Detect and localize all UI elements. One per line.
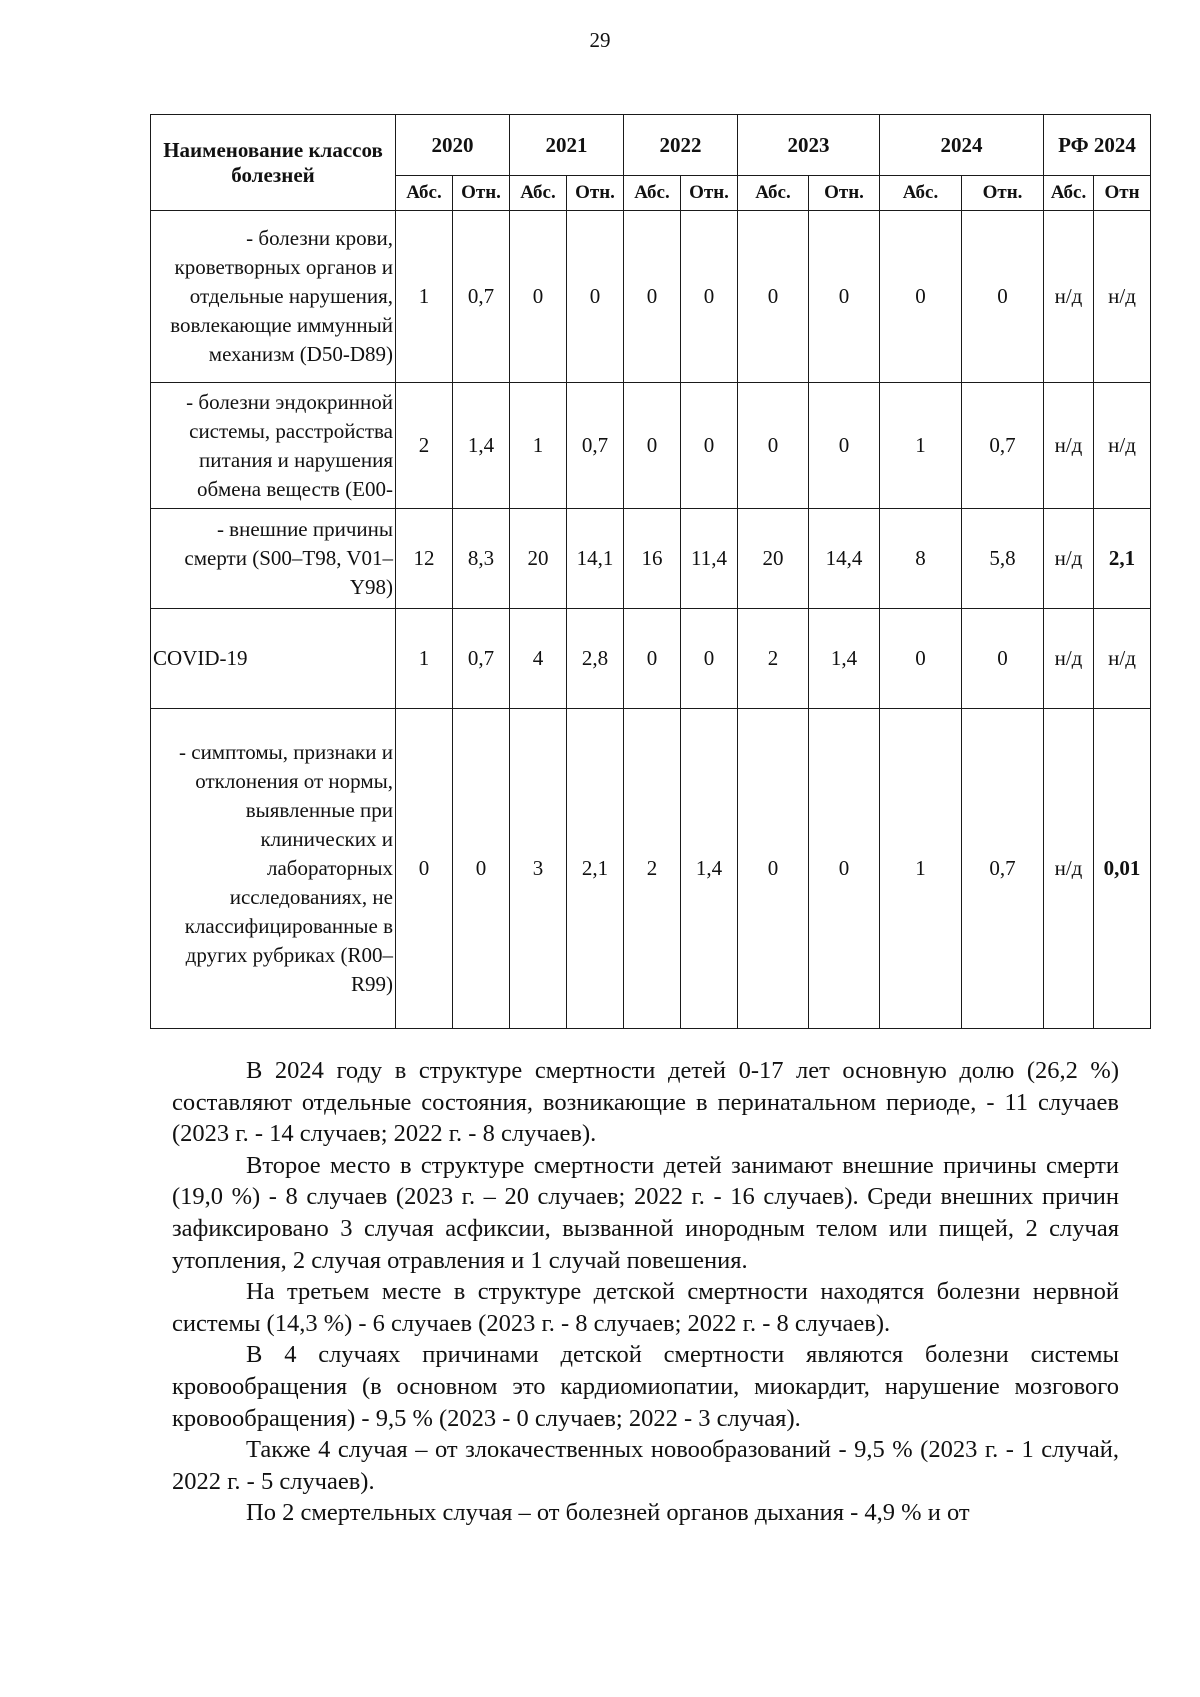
table-cell: н/д	[1044, 383, 1094, 509]
table-cell: 2,1	[567, 709, 624, 1029]
table-cell: 2	[396, 383, 453, 509]
paragraph: Также 4 случая – от злокачественных новообразований - 9,5 % (2023 г. - 1 случай, 2022 г. - 5 случаев).	[172, 1436, 1119, 1495]
table-cell: 0	[880, 211, 962, 383]
table-cell: 1	[880, 709, 962, 1029]
table-cell: 0	[453, 709, 510, 1029]
sub-header: Отн.	[809, 176, 880, 211]
table-row	[151, 709, 1151, 1029]
table-row	[151, 383, 1151, 509]
table-row	[151, 509, 1151, 609]
table-cell: 0	[809, 383, 880, 509]
table-cell: 20	[738, 509, 809, 609]
body-text	[172, 1055, 1119, 1529]
table-cell: 14,1	[567, 509, 624, 609]
sub-header: Абс.	[624, 176, 681, 211]
table-cell: 8,3	[453, 509, 510, 609]
table-cell: 0	[510, 211, 567, 383]
header-year: 2020	[396, 115, 510, 176]
sub-header: Отн.	[962, 176, 1044, 211]
header-disease-class: Наименование классов болезней	[151, 115, 396, 211]
sub-header: Абс.	[880, 176, 962, 211]
paragraph: В 4 случаях причинами детской смертности являются болезни системы кровообращения (в основном это кардиомиопатии, миокардит, нарушение мозгового кровообращения) - 9,5 % (2023 - 0 случаев; 2022 - 3 случая).	[172, 1341, 1119, 1432]
disease-class-name: - болезни эндокринной системы, расстройства питания и нарушения обмена веществ (E00-	[151, 383, 396, 509]
disease-class-name: - болезни крови, кроветворных органов и отдельные нарушения, вовлекающие иммунный механизм (D50-D89)	[151, 211, 396, 383]
sub-header: Отн.	[681, 176, 738, 211]
table-cell: 0	[809, 709, 880, 1029]
paragraph: На третьем месте в структуре детской смертности находятся болезни нервной системы (14,3 %) - 6 случаев (2023 г. - 8 случаев; 2022 г. - 8 случаев).	[172, 1278, 1119, 1337]
table-cell: 0	[962, 211, 1044, 383]
header-year: 2022	[624, 115, 738, 176]
sub-header: Отн.	[567, 176, 624, 211]
table-cell: 2,1	[1094, 509, 1151, 609]
page-number: 29	[589, 28, 611, 52]
table-cell: 14,4	[809, 509, 880, 609]
table-cell: 0,7	[567, 383, 624, 509]
table-row	[151, 609, 1151, 709]
table-cell: н/д	[1094, 609, 1151, 709]
table-cell: н/д	[1044, 709, 1094, 1029]
table-cell: 2	[738, 609, 809, 709]
disease-class-name: COVID-19	[151, 609, 396, 709]
paragraph: В 2024 году в структуре смертности детей 0-17 лет основную долю (26,2 %) составляют отдельные состояния, возникающие в перинатальном периоде, - 11 случаев (2023 г. - 14 случаев; 2022 г. - 8 случаев).	[172, 1057, 1119, 1148]
table-cell: н/д	[1094, 211, 1151, 383]
table-cell: 0	[738, 211, 809, 383]
sub-header: Отн	[1094, 176, 1151, 211]
table-cell: 0	[624, 211, 681, 383]
table-cell: 11,4	[681, 509, 738, 609]
sub-header: Абс.	[510, 176, 567, 211]
table-cell: 0	[809, 211, 880, 383]
table-cell: 8	[880, 509, 962, 609]
table-cell: 1,4	[453, 383, 510, 509]
table-cell: 0,7	[962, 383, 1044, 509]
table-cell: 2	[624, 709, 681, 1029]
disease-class-name: - внешние причины смерти (S00–T98, V01–Y98)	[151, 509, 396, 609]
table-cell: 0	[396, 709, 453, 1029]
header-year: 2024	[880, 115, 1044, 176]
mortality-table	[150, 114, 1151, 1029]
sub-header: Абс.	[396, 176, 453, 211]
table-cell: 0	[738, 709, 809, 1029]
table-cell: 0,7	[453, 609, 510, 709]
table-cell: 12	[396, 509, 453, 609]
table-cell: 1	[880, 383, 962, 509]
sub-header: Абс.	[738, 176, 809, 211]
table-cell: 0	[681, 383, 738, 509]
table-cell: 1,4	[681, 709, 738, 1029]
table-cell: 2,8	[567, 609, 624, 709]
header-year: 2021	[510, 115, 624, 176]
table-cell: н/д	[1044, 609, 1094, 709]
table-cell: 1	[396, 609, 453, 709]
table-cell: 16	[624, 509, 681, 609]
table-cell: 1	[510, 383, 567, 509]
table-cell: 0,01	[1094, 709, 1151, 1029]
table-cell: 0,7	[453, 211, 510, 383]
sub-header: Абс.	[1044, 176, 1094, 211]
table-cell: 4	[510, 609, 567, 709]
table-cell: 0,7	[962, 709, 1044, 1029]
sub-header: Отн.	[453, 176, 510, 211]
table-cell: 1,4	[809, 609, 880, 709]
table-cell: 0	[624, 383, 681, 509]
header-year: 2023	[738, 115, 880, 176]
table-cell: 0	[681, 609, 738, 709]
table-cell: н/д	[1094, 383, 1151, 509]
paragraph: Второе место в структуре смертности детей занимают внешние причины смерти (19,0 %) - 8 случаев (2023 г. – 20 случаев; 2022 г. - 16 случаев). Среди внешних причин зафиксировано 3 случая асфиксии, вызванной инородным телом или пищей, 2 случая утопления, 2 случая отравления и 1 случай повешения.	[172, 1151, 1119, 1274]
header-year-rf: РФ 2024	[1044, 115, 1151, 176]
table-cell: 0	[880, 609, 962, 709]
table-cell: 5,8	[962, 509, 1044, 609]
disease-class-name: - симптомы, признаки и отклонения от нормы, выявленные при клинических и лабораторных исследованиях, не классифицированные в других рубриках (R00–R99)	[151, 709, 396, 1029]
table-cell: 0	[681, 211, 738, 383]
table-cell: 0	[567, 211, 624, 383]
table-cell: н/д	[1044, 509, 1094, 609]
table-cell: 3	[510, 709, 567, 1029]
paragraph: По 2 смертельных случая – от болезней органов дыхания - 4,9 % и от	[246, 1499, 970, 1527]
table-cell: н/д	[1044, 211, 1094, 383]
table-cell: 0	[962, 609, 1044, 709]
table-cell: 1	[396, 211, 453, 383]
table-cell: 20	[510, 509, 567, 609]
table-row	[151, 211, 1151, 383]
table-cell: 0	[624, 609, 681, 709]
table-cell: 0	[738, 383, 809, 509]
